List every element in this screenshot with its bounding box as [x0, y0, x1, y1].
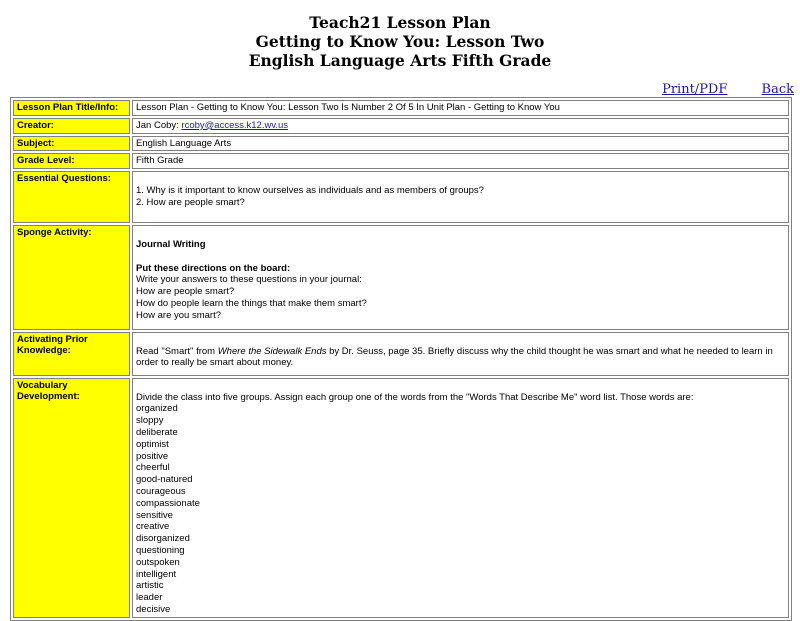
page-header [0, 13, 800, 70]
creator-value [132, 118, 789, 134]
list-item: leader [136, 592, 163, 604]
row-label: Sponge Activity: [13, 225, 130, 330]
sponge-line: How do people learn the things that make them smart? [136, 297, 367, 309]
table-row [13, 118, 789, 134]
header-subject: English Language Arts Fifth Grade [248, 51, 552, 70]
activating-text-1: Read "Smart" from [136, 345, 218, 357]
sponge-subheading: Put these directions on the board: [136, 262, 291, 274]
top-links [632, 82, 794, 97]
list-item: cheerful [136, 462, 170, 474]
table-row [13, 100, 789, 116]
activating-text-2: by Dr. Seuss, page 35. Briefly discuss why the child thought he was smart and what he needed to learn in order to really be smart about money. [136, 345, 773, 369]
table-row [13, 378, 789, 618]
essential-question-1: 1. Why is it important to know ourselves as individuals and as members of groups? [136, 185, 484, 197]
row-label: Lesson Plan Title/Info: [13, 100, 130, 116]
list-item: courageous [136, 485, 186, 497]
vocabulary-development-value [132, 378, 789, 618]
list-item: artistic [136, 580, 164, 592]
list-item: organized [136, 403, 178, 415]
row-label: Essential Questions: [13, 171, 130, 223]
book-title: Where the Sidewalk Ends [217, 345, 327, 357]
table-row [13, 332, 789, 376]
sponge-activity-value [132, 225, 789, 330]
row-label: Grade Level: [13, 153, 130, 169]
row-label: Creator: [13, 118, 130, 134]
lesson-plan-title-value: Lesson Plan - Getting to Know You: Lesson Two Is Number 2 Of 5 In Unit Plan - Getting to Know You [132, 100, 789, 116]
table-row [13, 153, 789, 169]
print-pdf-link[interactable]: Print/PDF [662, 82, 728, 97]
row-label: Subject: [13, 136, 130, 152]
back-link[interactable]: Back [761, 82, 794, 97]
list-item: decisive [136, 603, 171, 615]
activating-prior-knowledge-value [132, 332, 789, 376]
word-list [136, 403, 785, 615]
list-item: intelligent [136, 568, 177, 580]
grade-level-value: Fifth Grade [132, 153, 789, 169]
essential-questions-value [132, 171, 789, 223]
list-item: positive [136, 450, 169, 462]
list-item: outspoken [136, 556, 180, 568]
sponge-heading: Journal Writing [136, 238, 206, 250]
row-label: Vocabulary Development: [13, 378, 130, 618]
sponge-line: Write your answers to these questions in your journal: [136, 274, 362, 286]
sponge-line: How are you smart? [136, 309, 222, 321]
header-title: Teach21 Lesson Plan [309, 13, 491, 32]
creator-name: Jan Coby: [136, 119, 179, 131]
list-item: creative [136, 521, 170, 533]
lesson-plan-table [10, 97, 792, 621]
header-lesson: Getting to Know You: Lesson Two [255, 32, 545, 51]
sponge-line: How are people smart? [136, 286, 235, 298]
list-item: questioning [136, 544, 185, 556]
table-row [13, 136, 789, 152]
table-row [13, 171, 789, 223]
list-item: sloppy [136, 415, 164, 427]
list-item: good-natured [136, 474, 193, 486]
vocab-intro: Divide the class into five groups. Assign each group one of the words from the "Words That Describe Me" word list. Those words are: [136, 391, 694, 403]
list-item: sensitive [136, 509, 173, 521]
list-item: disorganized [136, 533, 190, 545]
list-item: deliberate [136, 426, 178, 438]
list-item: compassionate [136, 497, 200, 509]
subject-value: English Language Arts [132, 136, 789, 152]
list-item: optimist [136, 438, 169, 450]
creator-email-link[interactable]: rcoby@access.k12.wv.us [181, 119, 289, 131]
essential-question-2: 2. How are people smart? [136, 196, 245, 208]
table-row [13, 225, 789, 330]
row-label: Activating Prior Knowledge: [13, 332, 130, 376]
